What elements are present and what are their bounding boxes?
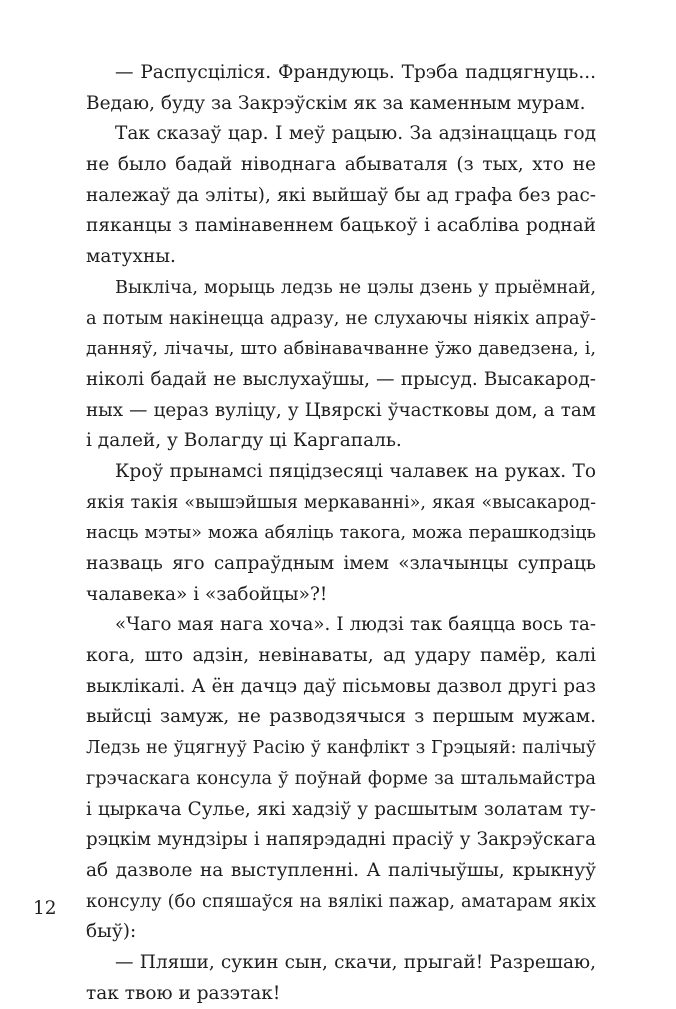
text-line: Так сказаў цар. І меў рацыю. За адзінаццаць год [115,123,596,145]
text-line: Ведаю, буду за Закрэўскім як за каменным мурам. [86,92,586,114]
text-line: данняў, лічачы, што абвінавачванне ўжо даведзена, і, [86,339,596,360]
text-line: ных — цераз вуліцу, у Цвярскі ўчастковы дом, а там [86,399,596,421]
text-line: а потым накінецца адразу, не слухаючы ніякіх апраў- [86,307,596,329]
text-line: якія такія «вышэйшыя меркаванні», якая «высакарод- [86,492,596,513]
text-line: рэцкім мундзіры і напярэдадні прасіў у Закрэўскага [86,829,596,851]
text-line: матухны. [86,246,176,268]
page-number: 12 [33,898,57,919]
text-line: пяканцы з памінавеннем бацькоў і асабліва роднай [86,215,596,237]
text-line: кога, што адзін, невінаваты, ад удару памёр, калі [86,645,596,667]
text-line: Выкліча, морыць ледзь не цэлы дзень у прыёмнай, [115,277,596,298]
text-line: і цыркача Сулье, які хадзіў у расшытым золатам ту- [86,798,596,820]
text-line: грэчаскага консула ў поўнай форме за штальмайстра [86,768,596,789]
text-line: консулу (бо спяшаўся на вялікі пажар, аматарам якіх [86,891,596,912]
text-line: быў): [86,921,137,943]
text-line: ніколі бадай не выслухаўшы, — прысуд. Высакарод- [86,368,596,390]
text-line: — Пляши, сукин сын, скачи, прыгай! Разрешаю, [115,951,596,973]
text-line: не было бадай ніводнага абываталя (з тых, хто не [86,154,596,176]
text-line: выйсці замуж, не разводзячыся з першым мужам. [86,706,596,728]
text-line: выклікалі. А ён дачцэ даў пісьмовы дазвол другі раз [86,675,596,697]
body-text [86,58,596,1009]
text-line: належаў да эліты), які выйшаў бы ад графа без рас- [86,184,596,206]
text-line: — Распусціліся. Франдуюць. Трэба падцягнуць... [115,62,596,83]
text-line: Ледзь не ўцягнуў Расію ў канфлікт з Грэцыяй: палічыў [86,738,596,759]
text-line: назваць яго сапраўдным імем «злачынцы супраць [86,553,596,574]
text-line: насць мэты» можа абяліць такога, можа перашкодзіць [86,523,596,544]
text-line: Кроў прынамсі пяцідзесяці чалавек на руках. То [115,460,596,482]
text-line: чалавека» і «забойцы»?! [86,583,328,605]
text-line: аб дазволе на выступленні. А палічыўшы, крыкнуў [86,859,596,881]
text-line: «Чаго мая нага хоча». І людзі так баяцца вось та- [115,614,596,636]
text-line: так твою и разэтак! [86,982,281,1004]
text-line: і далей, у Волагду ці Каргапаль. [86,430,402,452]
